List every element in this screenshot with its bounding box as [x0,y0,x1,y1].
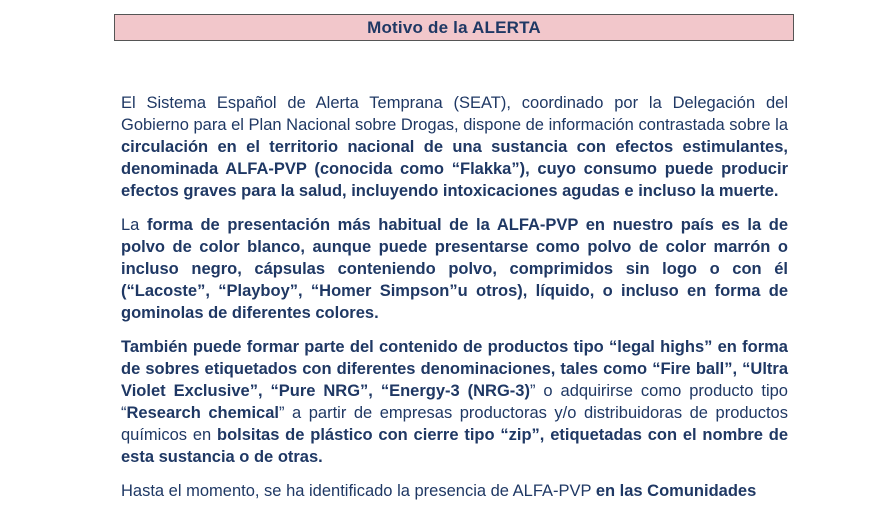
paragraph-distributors-text: ” a partir de empresas productoras y/o distribuidoras de productos químicos en [121,404,788,444]
paragraph-identification-bold-text: en las Comunidades [595,482,757,500]
paragraph-zip-bags-text: bolsitas de plástico con cierre tipo “zip”, etiquetadas con el nombre de esta sustancia o de otras. [121,426,788,466]
paragraph-intro-bold-text: circulación en el territorio nacional de una sustancia con efectos estimulantes, denominada ALFA-PVP (conocida como “Flakka”), cuyo consumo puede producir efectos graves para la salud, incluyendo intoxicaciones agudas e incluso la muerte. [121,138,788,200]
alert-header-title: Motivo de la ALERTA [367,17,541,37]
paragraph-legal-highs [121,336,788,468]
paragraph-presentation-text: La [121,216,147,234]
document-body [121,92,788,514]
paragraph-identification [121,480,788,502]
paragraph-research-chemical-text: Research chemical [126,404,279,422]
paragraph-presentation-bold-text: forma de presentación más habitual de la ALFA-PVP en nuestro país es la de polvo de color blanco, aunque puede presentarse como polvo de color marrón o incluso negro, cápsulas conteniendo polvo, comprimidos sin logo o con él (“Lacoste”, “Playboy”, “Homer Simpson”u otros), líquido, o incluso en forma de gominolas de diferentes colores. [121,216,789,322]
paragraph-intro [121,92,788,202]
paragraph-legal-highs-text: ” o adquirirse como producto tipo “ [121,382,788,422]
paragraph-identification-text: Hasta el momento, se ha identificado la presencia de ALFA-PVP [121,482,596,500]
alert-header-box [114,14,794,41]
paragraph-presentation-forms [121,214,788,324]
paragraph-intro-text: El Sistema Español de Alerta Temprana (SEAT), coordinado por la Delegación del Gobierno para el Plan Nacional sobre Drogas, dispone de información contrastada sobre la [121,94,788,134]
paragraph-legal-highs-bold-text: También puede formar parte del contenido de productos tipo “legal highs” en forma de sobres etiquetados con diferentes denominaciones, tales como “Fire ball”, “Ultra Violet Exclusive”, “Pure NRG”, “Energy-3 (NRG-3) [121,338,788,400]
